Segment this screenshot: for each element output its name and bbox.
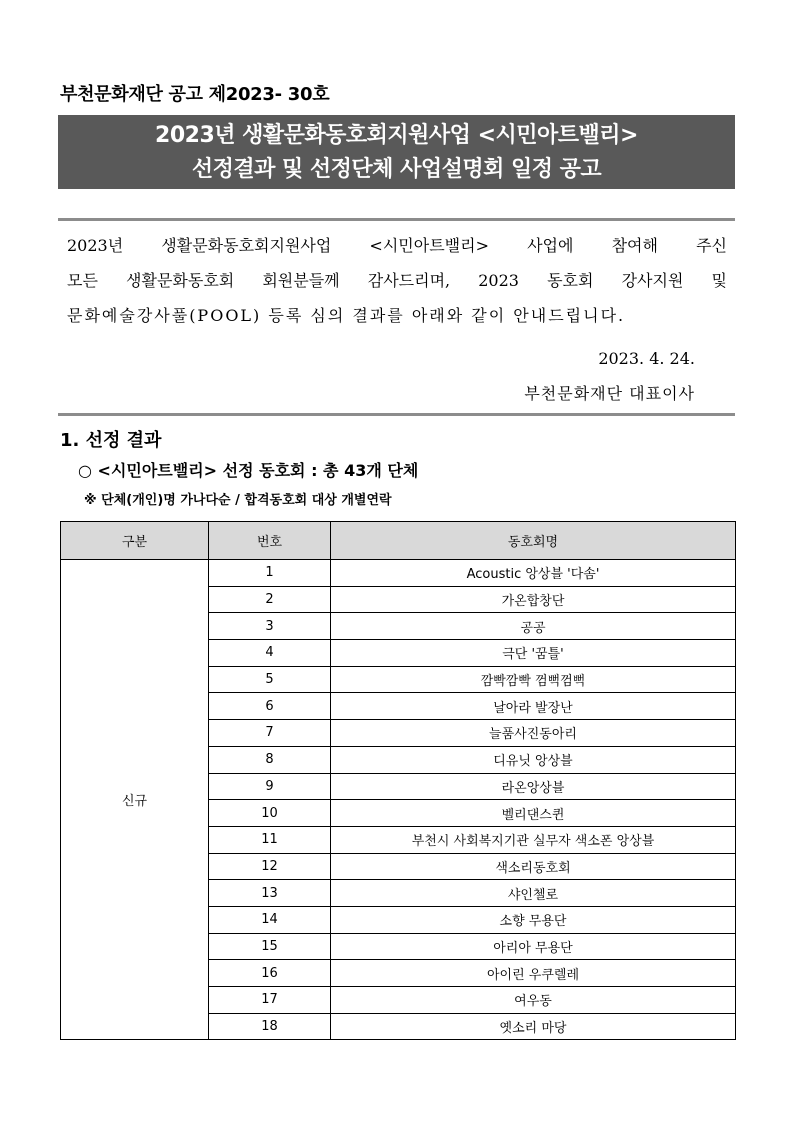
title-line-1: 2023년 생활문화동호회지원사업 <시민아트밸리>	[155, 123, 638, 148]
table-header-row	[61, 522, 736, 560]
title-line-2: 선정결과 및 선정단체 사업설명회 일정 공고	[191, 157, 602, 182]
club-name: 소향 무용단	[331, 906, 736, 933]
club-name: 여우동	[331, 987, 736, 1014]
table-body	[61, 560, 736, 1040]
club-name: 부천시 사회복지기관 실무자 색소폰 앙상블	[331, 826, 736, 853]
row-number: 3	[209, 613, 331, 640]
section-heading: 1. 선정 결과	[60, 430, 162, 451]
bottom-divider	[58, 413, 735, 416]
intro-line-1: 2023년 생활문화동호회지원사업 <시민아트밸리> 사업에 참여해 주신	[67, 236, 727, 255]
row-number: 14	[209, 906, 331, 933]
category-cell: 신규	[61, 560, 209, 1040]
row-number: 4	[209, 640, 331, 667]
club-name: 극단 '꿈틀'	[331, 640, 736, 667]
title-banner	[58, 115, 735, 189]
row-number: 15	[209, 933, 331, 960]
section-note: ※ 단체(개인)명 가나다순 / 합격동호회 대상 개별연락	[84, 493, 392, 508]
row-number: 17	[209, 987, 331, 1014]
club-name: 샤인첼로	[331, 880, 736, 907]
row-number: 6	[209, 693, 331, 720]
club-name: 디유닛 앙상블	[331, 746, 736, 773]
header-category: 구분	[61, 522, 209, 560]
club-name: 라온앙상블	[331, 773, 736, 800]
row-number: 5	[209, 666, 331, 693]
row-number: 1	[209, 560, 331, 587]
header-number: 번호	[209, 522, 331, 560]
row-number: 13	[209, 880, 331, 907]
row-number: 11	[209, 826, 331, 853]
intro-line-2: 모든 생활문화동호회 회원분들께 감사드리며, 2023 동호회 강사지원 및	[67, 271, 727, 290]
club-name: 깜빡깜빡 껌뻑껌뻑	[331, 666, 736, 693]
intro-line-3: 문화예술강사풀(POOL) 등록 심의 결과를 아래와 같이 안내드립니다.	[67, 306, 626, 325]
notice-number: 부천문화재단 공고 제2023- 30호	[60, 84, 330, 105]
row-number: 18	[209, 1013, 331, 1040]
club-name: 색소리동호회	[331, 853, 736, 880]
club-name: 공공	[331, 613, 736, 640]
notice-date: 2023. 4. 24.	[598, 349, 695, 368]
row-number: 16	[209, 960, 331, 987]
section-subheading: ○ <시민아트밸리> 선정 동호회 : 총 43개 단체	[78, 461, 419, 480]
club-name: 옛소리 마당	[331, 1013, 736, 1040]
selection-table	[60, 521, 736, 1040]
intro-paragraph	[67, 228, 727, 333]
row-number: 10	[209, 800, 331, 827]
row-number: 7	[209, 720, 331, 747]
club-name: 아리아 무용단	[331, 933, 736, 960]
row-number: 12	[209, 853, 331, 880]
club-name: 아이린 우쿠렐레	[331, 960, 736, 987]
club-name: 벨리댄스퀸	[331, 800, 736, 827]
row-number: 8	[209, 746, 331, 773]
table-row	[61, 560, 736, 587]
signer: 부천문화재단 대표이사	[524, 384, 695, 403]
club-name: 가온합창단	[331, 586, 736, 613]
top-divider	[58, 218, 735, 221]
club-name: 날아라 발장난	[331, 693, 736, 720]
header-club-name: 동호회명	[331, 522, 736, 560]
club-name: 늘품사진동아리	[331, 720, 736, 747]
row-number: 9	[209, 773, 331, 800]
row-number: 2	[209, 586, 331, 613]
club-name: Acoustic 앙상블 '다솜'	[331, 560, 736, 587]
